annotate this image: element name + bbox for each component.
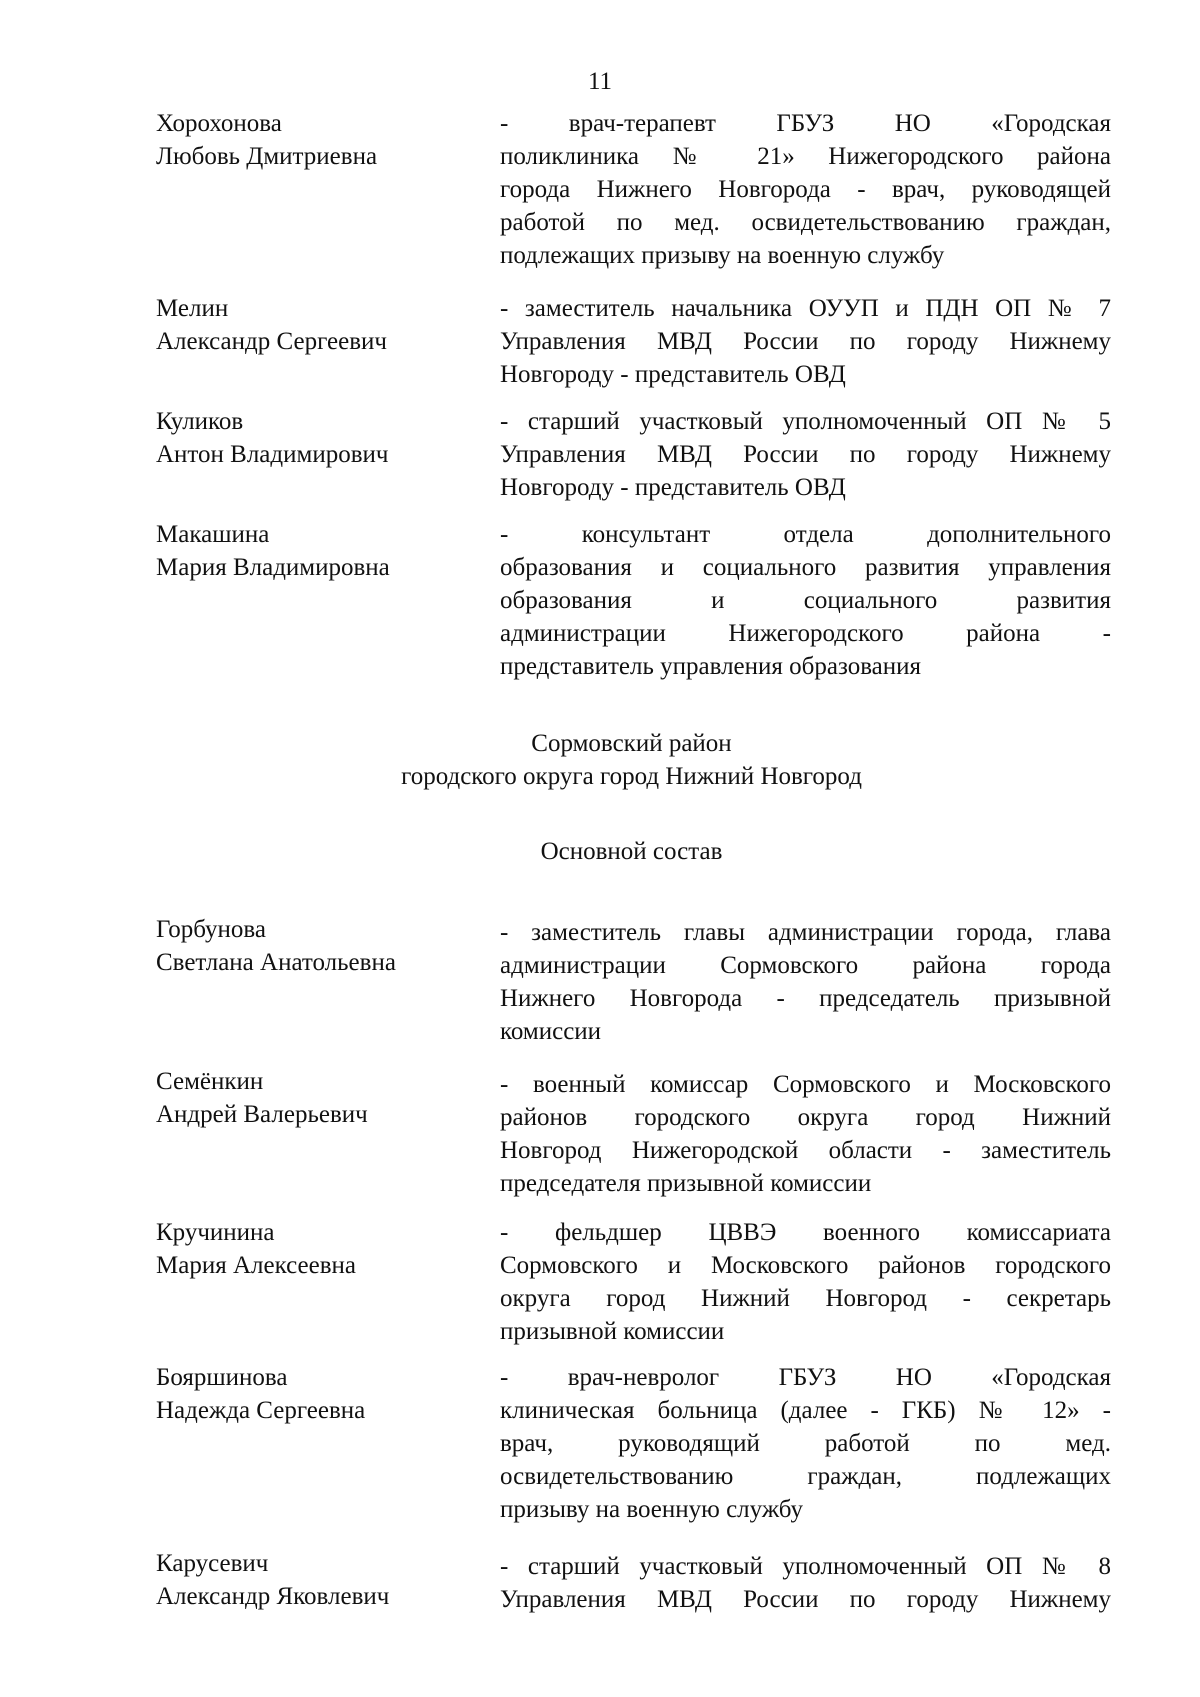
section-title: Основной состав <box>540 838 723 865</box>
role-line: - фельдшер ЦВВЭ военного комиссариата <box>500 1219 1111 1246</box>
district-heading <box>0 727 1200 793</box>
role-line: - заместитель начальника ОУУП и ПДН ОП № 7 <box>500 295 1111 322</box>
role-line: призыву на военную службу <box>500 1496 804 1523</box>
member-surname: Бояршинова <box>156 1364 288 1391</box>
member-given-name: Андрей Валерьевич <box>156 1101 368 1128</box>
member-role <box>500 1550 1111 1616</box>
member-name <box>156 405 476 471</box>
role-line: представитель управления образования <box>500 653 922 680</box>
member-surname: Горбунова <box>156 916 266 943</box>
member-role <box>500 1068 1111 1200</box>
member-name <box>156 1361 476 1427</box>
role-line: Сормовского и Московского районов городского <box>500 1252 1111 1279</box>
member-name <box>156 1216 476 1282</box>
role-line: призывной комиссии <box>500 1318 725 1345</box>
role-line: Нижнего Новгорода - председатель призывной <box>500 985 1111 1012</box>
role-line: подлежащих призыву на военную службу <box>500 242 945 269</box>
member-surname: Макашина <box>156 521 270 548</box>
role-line: председателя призывной комиссии <box>500 1170 872 1197</box>
member-role <box>500 1216 1111 1348</box>
role-line: образования и социального развития <box>500 587 1111 614</box>
role-line: врач, руководящий работой по мед. <box>500 1430 1111 1457</box>
member-given-name: Александр Сергеевич <box>156 328 387 355</box>
member-role <box>500 405 1111 504</box>
role-line: Новгород Нижегородской области - заместитель <box>500 1137 1111 1164</box>
member-name <box>156 1547 476 1613</box>
member-surname: Семёнкин <box>156 1068 264 1095</box>
role-line: администрации Нижегородского района - <box>500 620 1111 647</box>
role-line: Новгороду - представитель ОВД <box>500 361 846 388</box>
role-line: работой по мед. освидетельствованию граждан, <box>500 209 1111 236</box>
page-number: 11 <box>587 68 613 95</box>
role-line: районов городского округа город Нижний <box>500 1104 1111 1131</box>
member-surname: Куликов <box>156 408 244 435</box>
member-given-name: Надежда Сергеевна <box>156 1397 366 1424</box>
district-name: Сормовский район <box>531 730 732 757</box>
role-line: - консультант отдела дополнительного <box>500 521 1111 548</box>
member-role <box>500 292 1111 391</box>
role-line: Управления МВД России по городу Нижнему <box>500 1586 1111 1613</box>
member-role <box>500 916 1111 1048</box>
role-line: - врач-терапевт ГБУЗ НО «Городская <box>500 110 1111 137</box>
role-line: - военный комиссар Сормовского и Московского <box>500 1071 1111 1098</box>
role-line: Новгороду - представитель ОВД <box>500 474 846 501</box>
member-name <box>156 1065 476 1131</box>
member-given-name: Любовь Дмитриевна <box>156 143 378 170</box>
role-line: поликлиника № 21» Нижегородского района <box>500 143 1111 170</box>
role-line: образования и социального развития управления <box>500 554 1111 581</box>
member-given-name: Александр Яковлевич <box>156 1583 390 1610</box>
member-given-name: Антон Владимирович <box>156 441 389 468</box>
role-line: - старший участковый уполномоченный ОП № 5 <box>500 408 1111 435</box>
role-line: освидетельствованию граждан, подлежащих <box>500 1463 1111 1490</box>
member-name <box>156 107 476 173</box>
member-surname: Хорохонова <box>156 110 282 137</box>
member-role <box>500 1361 1111 1526</box>
member-given-name: Светлана Анатольевна <box>156 949 396 976</box>
role-line: - заместитель главы администрации города, глава <box>500 919 1111 946</box>
member-role <box>500 518 1111 683</box>
member-role <box>500 107 1111 272</box>
member-surname: Кручинина <box>156 1219 275 1246</box>
member-surname: Мелин <box>156 295 229 322</box>
role-line: Управления МВД России по городу Нижнему <box>500 441 1111 468</box>
role-line: администрации Сормовского района города <box>500 952 1111 979</box>
member-name <box>156 518 476 584</box>
role-line: Управления МВД России по городу Нижнему <box>500 328 1111 355</box>
role-line: комиссии <box>500 1018 602 1045</box>
member-surname: Карусевич <box>156 1550 269 1577</box>
member-given-name: Мария Алексеевна <box>156 1252 356 1279</box>
member-name <box>156 292 476 358</box>
role-line: клиническая больница (далее - ГКБ) № 12» - <box>500 1397 1111 1424</box>
district-subtitle: городского округа город Нижний Новгород <box>401 763 862 790</box>
member-given-name: Мария Владимировна <box>156 554 390 581</box>
role-line: - врач-невролог ГБУЗ НО «Городская <box>500 1364 1111 1391</box>
role-line: города Нижнего Новгорода - врач, руководящей <box>500 176 1111 203</box>
section-heading <box>0 835 1200 868</box>
role-line: округа город Нижний Новгород - секретарь <box>500 1285 1111 1312</box>
member-name <box>156 913 476 979</box>
role-line: - старший участковый уполномоченный ОП № 8 <box>500 1553 1111 1580</box>
